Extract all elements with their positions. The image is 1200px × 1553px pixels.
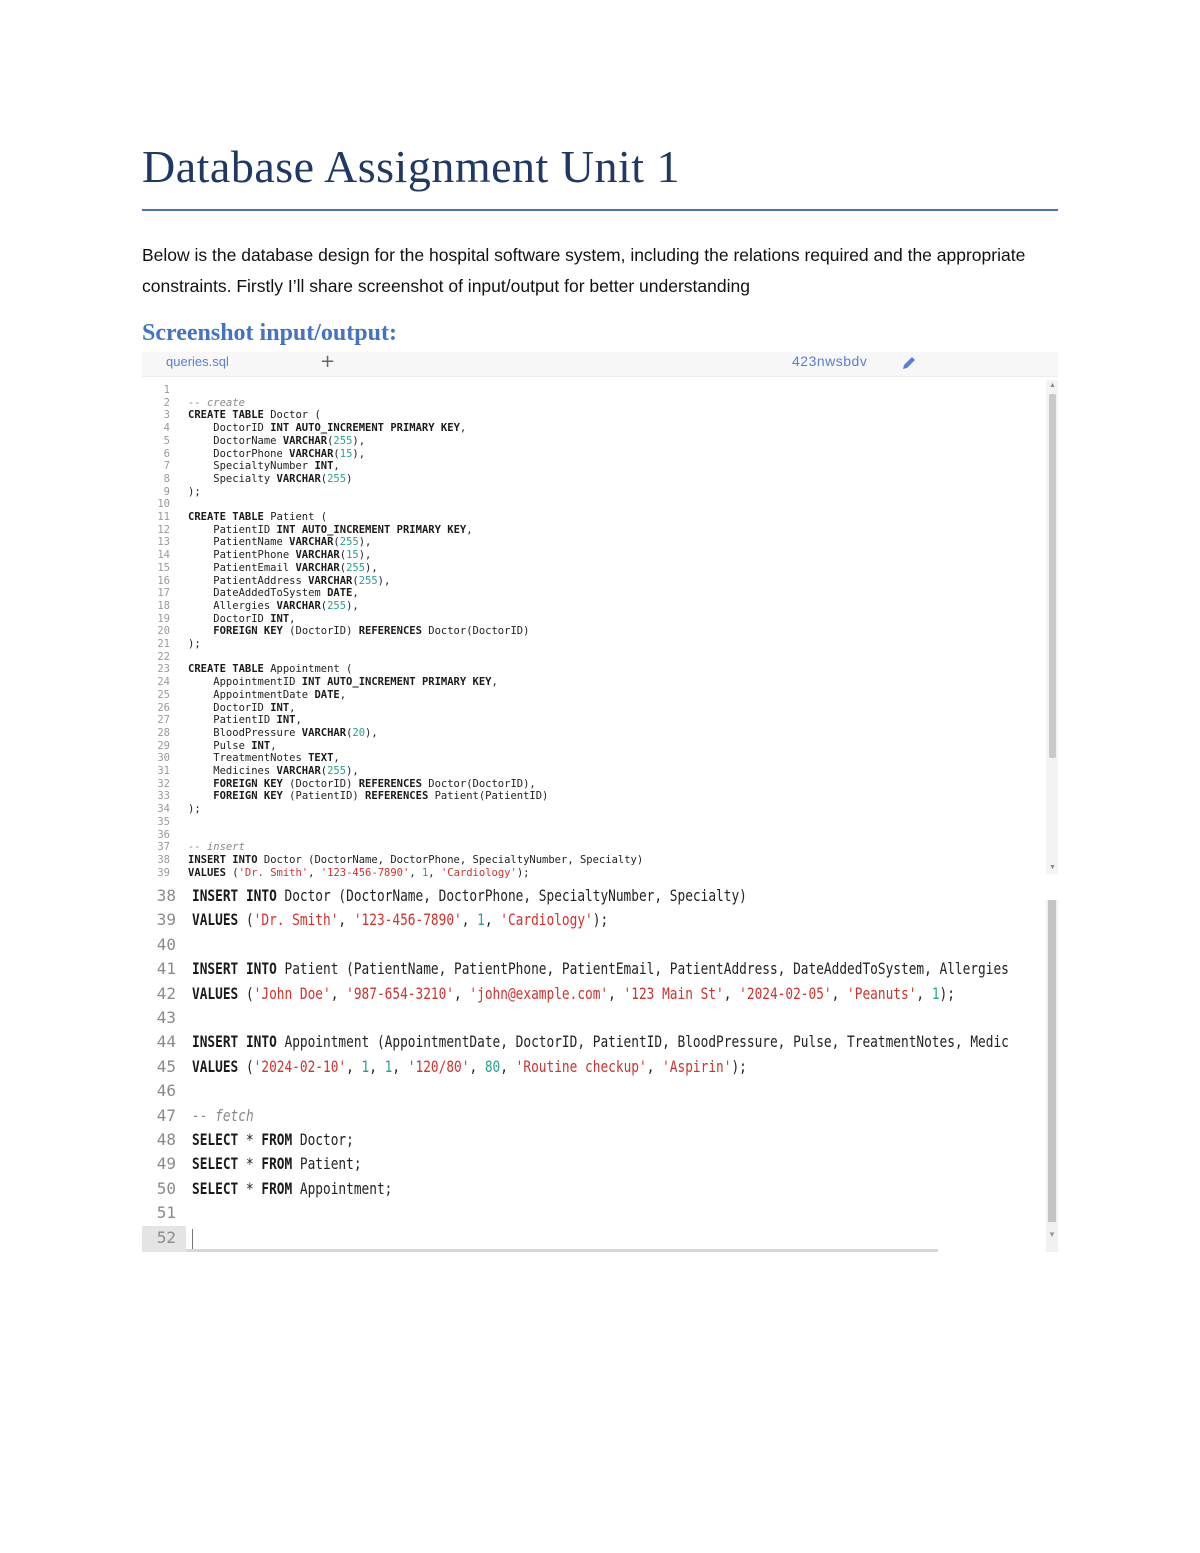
- scroll-down-icon[interactable]: ▼: [1049, 864, 1056, 871]
- editor2-line-number: 41: [156, 959, 176, 979]
- editor2-code-line: INSERT INTO Patient (PatientName, PatientPhone, PatientEmail, PatientAddress, DateAddedToSystem, Allergies: [192, 959, 1009, 979]
- scrollbar-thumb[interactable]: [1049, 394, 1056, 758]
- editor1-line-number: 13: [157, 536, 170, 549]
- editor2-code-line: VALUES ('2024-02-10', 1, 1, '120/80', 80, 'Routine checkup', 'Aspirin');: [192, 1056, 747, 1076]
- editor2-line-number: 49: [156, 1154, 176, 1174]
- editor1-code-line: Allergies VARCHAR(255),: [188, 599, 359, 612]
- editor1-code-line: BloodPressure VARCHAR(20),: [188, 726, 378, 739]
- editor1-line-number: 38: [157, 853, 170, 866]
- editor1-code-line: );: [188, 638, 201, 650]
- text-cursor: [192, 1229, 193, 1249]
- editor1-line-number: 14: [157, 549, 170, 562]
- editor2-code-line: VALUES ('John Doe', '987-654-3210', 'john@example.com', '123 Main St', '2024-02-05', 'Peanuts', 1);: [192, 983, 955, 1003]
- editor1-code-line: );: [188, 803, 201, 816]
- editor1-line-number: 23: [157, 663, 170, 676]
- editor1-code-line: );: [188, 485, 201, 498]
- editor1-line-number: 28: [157, 726, 170, 739]
- editor2-line-number: 48: [156, 1130, 176, 1149]
- editor1-line-number: 6: [163, 447, 170, 460]
- editor1-code-line: FOREIGN KEY (PatientID) REFERENCES Patient(PatientID): [213, 790, 549, 803]
- editor2-line-number: 39: [156, 910, 176, 930]
- editor1-line-number: 39: [157, 866, 170, 879]
- editor1-line-number: 3: [163, 409, 170, 422]
- editor1-code-line: FOREIGN KEY (DoctorID) REFERENCES Doctor(DoctorID),: [213, 777, 536, 790]
- editor1-code-line: Medicines VARCHAR(255),: [188, 765, 359, 777]
- editor2-code-line: SELECT * FROM Appointment;: [192, 1178, 393, 1198]
- editor1-line-number: 18: [157, 599, 170, 612]
- editor1-code-line: DoctorName VARCHAR(255),: [188, 434, 366, 447]
- add-tab-button[interactable]: +: [320, 351, 336, 372]
- editor1-line-number: 10: [157, 498, 170, 511]
- editor1-line-number: 29: [157, 739, 170, 752]
- editor1-code-line: PatientEmail VARCHAR(255),: [188, 561, 378, 574]
- editor1-line-number: 31: [157, 765, 170, 777]
- editor2-line-number: 50: [156, 1178, 176, 1198]
- editor1-line-number: 20: [157, 625, 170, 638]
- horizontal-scrollbar[interactable]: [186, 1249, 938, 1252]
- editor1-line-number: 33: [157, 790, 170, 803]
- editor2-line-number: 44: [156, 1032, 176, 1052]
- editor2-code-line: SELECT * FROM Doctor;: [192, 1130, 354, 1149]
- editor1-line-number: 26: [157, 701, 170, 714]
- section-heading: Screenshot input/output:: [142, 320, 397, 346]
- editor-screenshot-1: [142, 352, 1058, 878]
- editor1-line-number: 1: [163, 384, 170, 396]
- editor1-code-line: Pulse INT,: [188, 739, 277, 752]
- editor2-line-number: 45: [156, 1056, 176, 1076]
- editor1-line-number: 11: [157, 511, 170, 523]
- editor2-code-line: SELECT * FROM Patient;: [192, 1154, 362, 1174]
- editor1-code-line: VALUES ('Dr. Smith', '123-456-7890', 1, 'Cardiology');: [188, 866, 530, 879]
- editor1-code-line: TreatmentNotes TEXT,: [188, 752, 340, 765]
- editor1-line-number: 19: [157, 612, 170, 625]
- scroll-up-icon[interactable]: ▲: [1049, 382, 1056, 389]
- editor1-line-number: 37: [157, 841, 170, 854]
- editor1-line-number: 34: [157, 803, 170, 816]
- editor1-code-line: SpecialtyNumber INT,: [188, 460, 340, 473]
- editor1-code-line: AppointmentID INT AUTO_INCREMENT PRIMARY KEY,: [188, 676, 498, 689]
- intro-paragraph: Below is the database design for the hospital software system, including the relations required and the appropriate constraints. Firstly I’ll share screenshot of input/output for better understanding: [142, 245, 1026, 296]
- editor2-code-line: -- fetch: [192, 1105, 254, 1125]
- editor2-line-number: 52: [156, 1227, 176, 1247]
- editor1-code-line: CREATE TABLE Appointment (: [188, 663, 353, 676]
- editor1-code-line: CREATE TABLE Patient (: [188, 511, 328, 523]
- editor1-code-line: DoctorID INT AUTO_INCREMENT PRIMARY KEY,: [188, 422, 467, 435]
- code-area-zoomed[interactable]: [142, 886, 1048, 1252]
- editor1-code-line: -- insert: [188, 841, 245, 854]
- editor1-code-line: INSERT INTO Doctor (DoctorName, DoctorPhone, SpecialtyNumber, Specialty): [188, 853, 644, 866]
- session-id: 423nwsbdv: [792, 353, 868, 369]
- editor1-code-line: PatientID INT,: [188, 714, 302, 727]
- editor-tab-bar: [142, 352, 1058, 377]
- pencil-icon[interactable]: [900, 354, 918, 372]
- editor2-line-number: 40: [156, 934, 176, 954]
- document-title: Database Assignment Unit 1: [142, 141, 681, 192]
- editor1-code-line: PatientPhone VARCHAR(15),: [188, 549, 372, 562]
- editor1-line-number: 17: [157, 587, 170, 600]
- scrollbar-thumb[interactable]: [1048, 900, 1056, 1222]
- title-underline: [142, 209, 1058, 211]
- editor2-line-number: 51: [156, 1203, 176, 1223]
- editor-screenshot-2: [142, 886, 1058, 1252]
- editor1-line-number: 8: [163, 472, 170, 485]
- editor1-line-number: 27: [157, 714, 170, 727]
- editor1-code-line: FOREIGN KEY (DoctorID) REFERENCES Doctor(DoctorID): [213, 625, 530, 638]
- editor1-line-number: 5: [163, 434, 170, 447]
- editor1-code-line: DateAddedToSystem DATE,: [188, 587, 359, 600]
- editor1-line-number: 2: [163, 396, 170, 409]
- editor1-line-number: 9: [163, 485, 170, 498]
- editor1-code-line: PatientAddress VARCHAR(255),: [188, 574, 391, 587]
- editor2-line-number: 46: [156, 1081, 176, 1101]
- editor1-line-number: 16: [157, 574, 170, 587]
- editor1-line-number: 15: [157, 561, 170, 574]
- file-tab[interactable]: queries.sql: [166, 354, 229, 369]
- editor1-line-number: 21: [157, 638, 170, 650]
- editor1-code-line: Specialty VARCHAR(255): [188, 472, 353, 485]
- editor1-code-line: DoctorID INT,: [188, 701, 296, 714]
- editor1-line-number: 25: [157, 688, 170, 701]
- editor1-code-line: AppointmentDate DATE,: [188, 688, 347, 701]
- editor1-code-line: PatientName VARCHAR(255),: [188, 536, 372, 549]
- editor1-code-line: DoctorPhone VARCHAR(15),: [188, 447, 366, 460]
- editor1-code-line: PatientID INT AUTO_INCREMENT PRIMARY KEY,: [188, 523, 473, 536]
- editor1-line-number: 7: [163, 460, 170, 473]
- editor1-line-number: 35: [157, 815, 170, 828]
- vertical-scrollbar[interactable]: [1046, 900, 1058, 1252]
- editor1-code-line: CREATE TABLE Doctor (: [188, 409, 321, 422]
- editor1-line-number: 22: [157, 650, 170, 663]
- editor2-line-number: 47: [156, 1105, 176, 1125]
- editor2-line-number: 42: [156, 983, 176, 1003]
- editor1-code-line: DoctorID INT,: [188, 612, 296, 625]
- editor1-line-number: 24: [157, 676, 170, 689]
- editor2-code-line: VALUES ('Dr. Smith', '123-456-7890', 1, 'Cardiology');: [192, 910, 609, 930]
- editor1-line-number: 32: [157, 777, 170, 790]
- editor2-code-line: INSERT INTO Appointment (AppointmentDate, DoctorID, PatientID, BloodPressure, Pulse, TreatmentNotes, Medic: [192, 1032, 1009, 1052]
- editor1-line-number: 12: [157, 523, 170, 536]
- editor2-line-number: 38: [156, 886, 176, 905]
- scroll-down-icon[interactable]: ▼: [1048, 1230, 1056, 1239]
- vertical-scrollbar[interactable]: [1046, 380, 1058, 874]
- editor2-code-line: INSERT INTO Doctor (DoctorName, DoctorPhone, SpecialtyNumber, Specialty): [192, 886, 747, 905]
- editor2-line-number: 43: [156, 1008, 176, 1027]
- editor1-line-number: 30: [157, 752, 170, 765]
- editor1-line-number: 36: [157, 828, 170, 841]
- editor1-code-line: -- create: [188, 396, 245, 409]
- editor1-line-number: 4: [163, 422, 170, 435]
